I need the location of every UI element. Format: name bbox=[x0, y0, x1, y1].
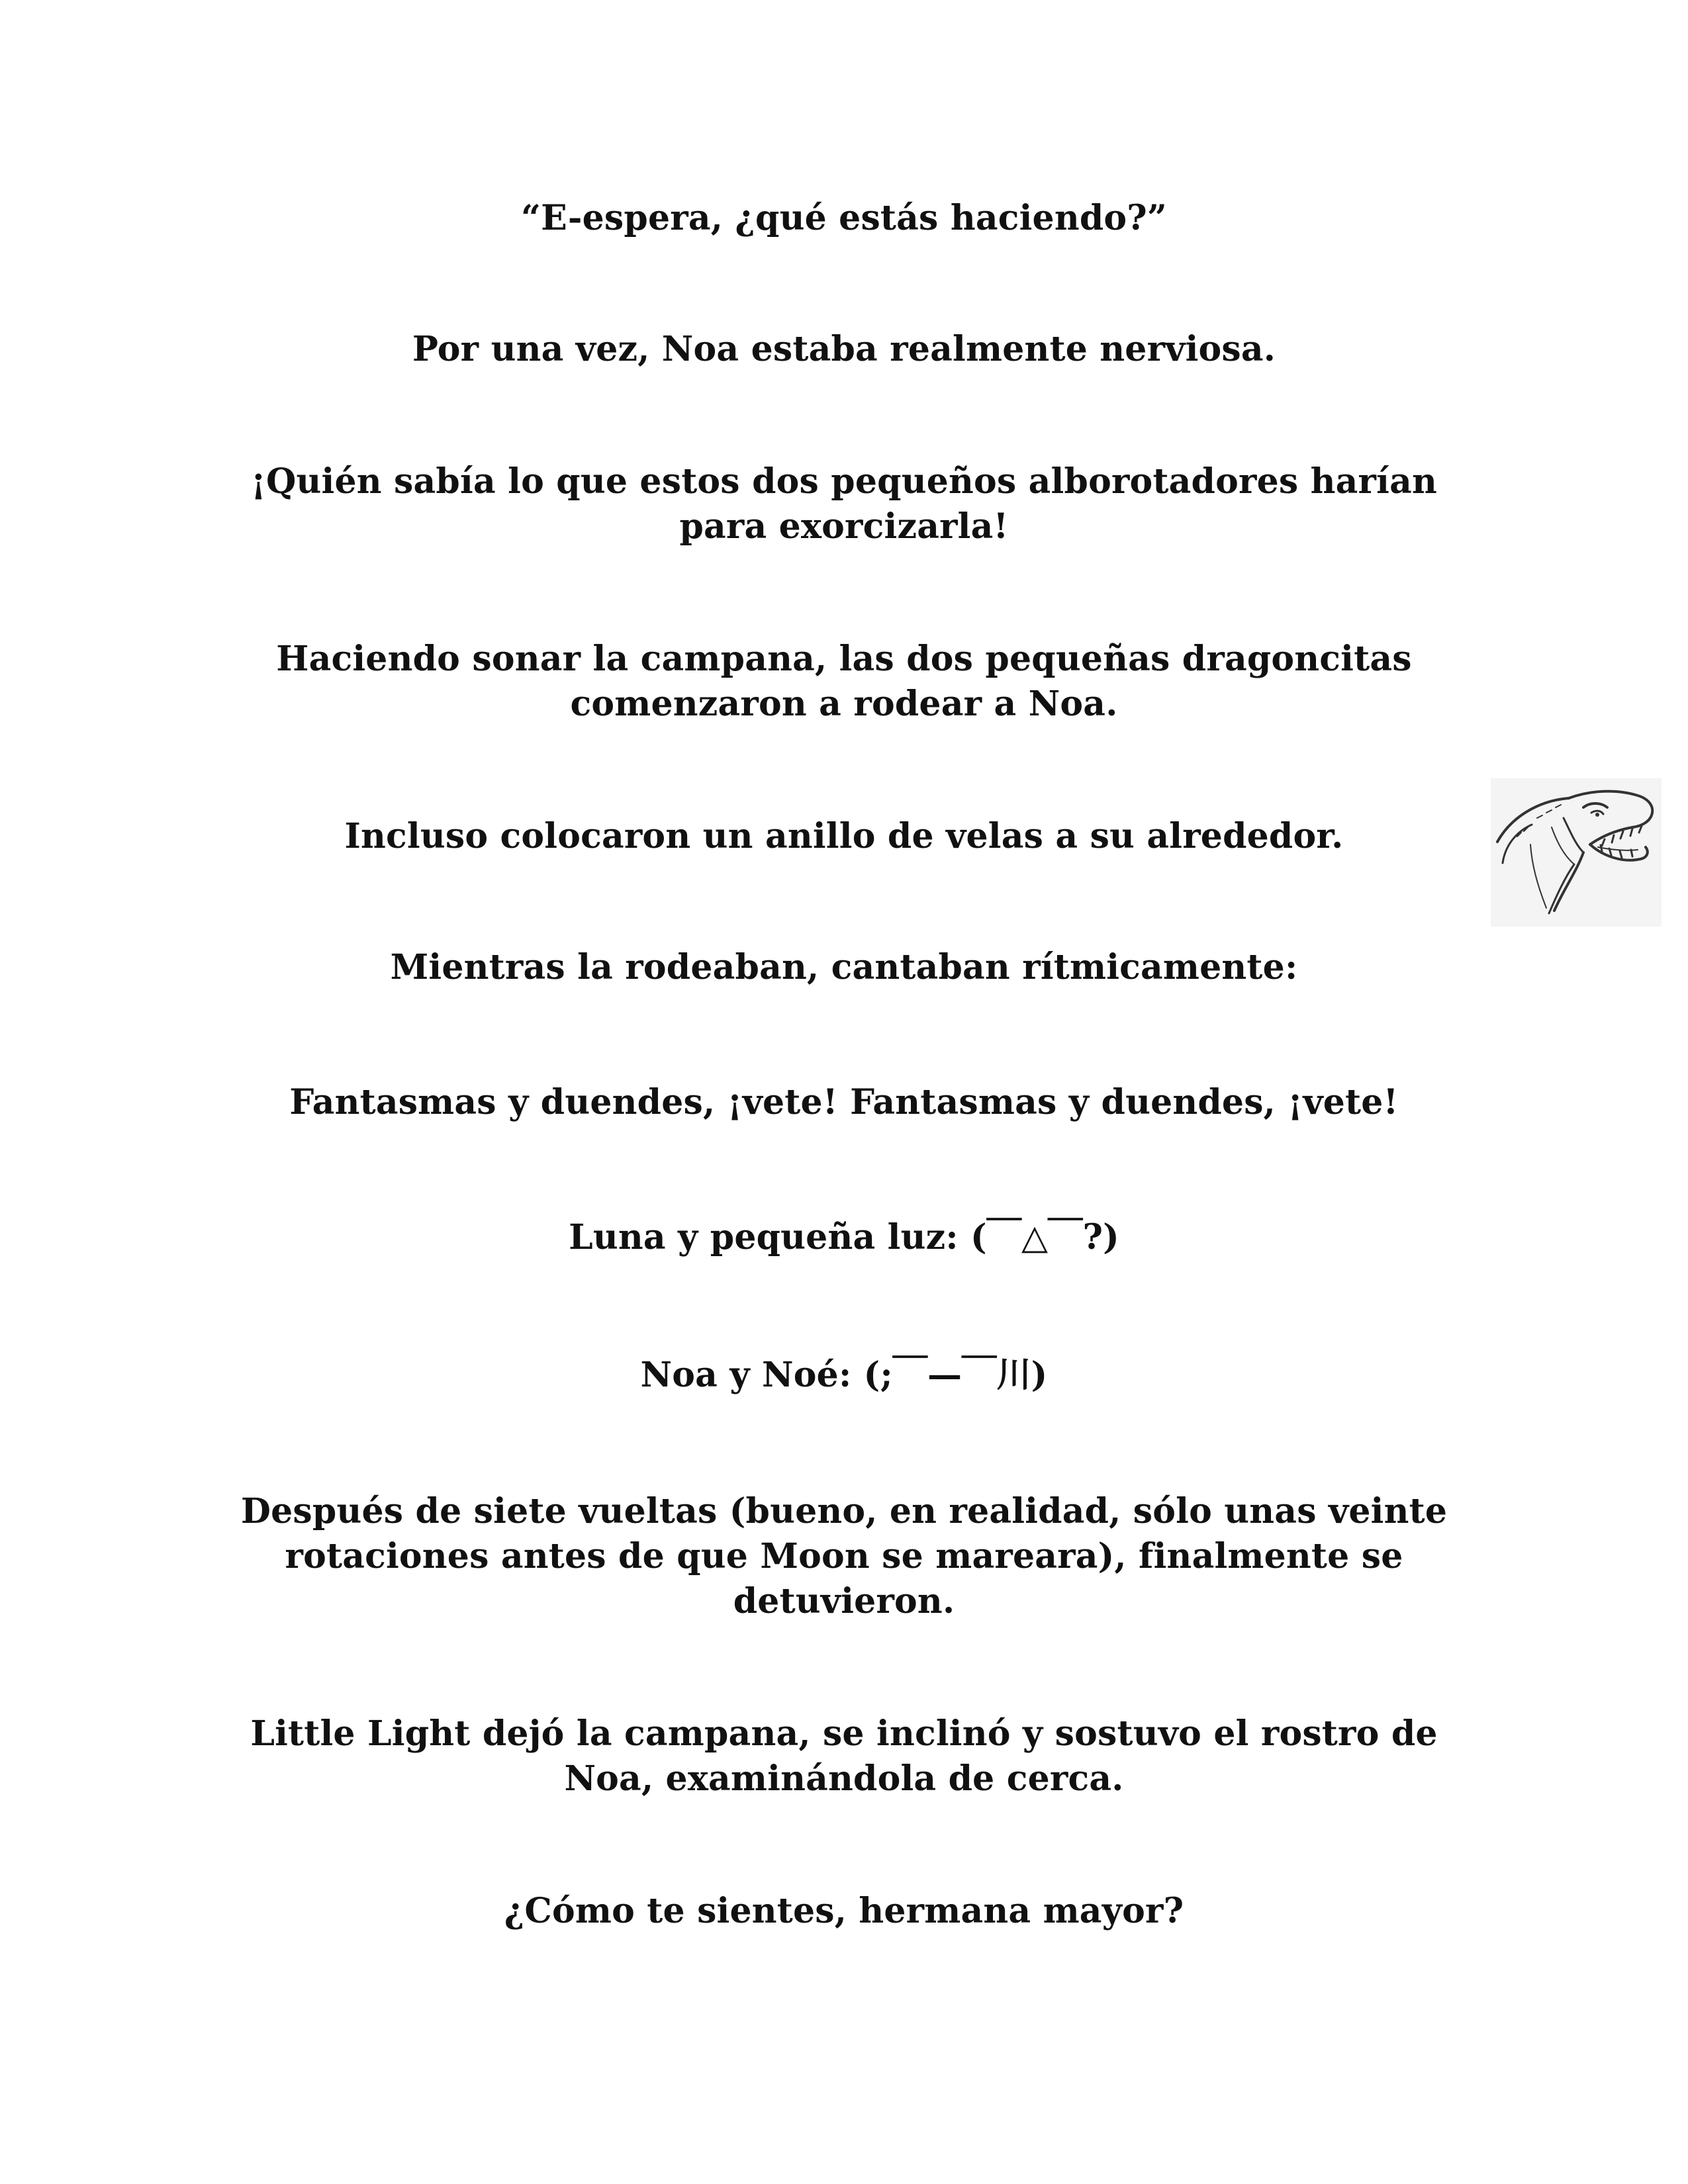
paragraph-8: Luna y pequeña luz: (￣△￣?) bbox=[569, 1217, 1119, 1257]
paragraph-1: “E-espera, ¿qué estás haciendo?” bbox=[520, 198, 1168, 238]
paragraph-3: ¡Quién sabía lo que estos dos pequeños alborotadores harían para exorcizarla! bbox=[250, 461, 1437, 547]
paragraph-10: Después de siete vueltas (bueno, en realidad, sólo unas veinte rotaciones antes de que Moon se mareara), finalmente se detuvieron. bbox=[240, 1491, 1448, 1621]
paragraph-7: Fantasmas y duendes, ¡vete! Fantasmas y duendes, ¡vete! bbox=[289, 1082, 1399, 1122]
paragraph-9: Noa y Noé: (;￣—￣川) bbox=[640, 1355, 1048, 1395]
paragraph-5: Incluso colocaron un anillo de velas a su alrededor. bbox=[344, 816, 1344, 856]
paragraph-6: Mientras la rodeaban, cantaban rítmicamente: bbox=[390, 947, 1298, 987]
paragraph-2: Por una vez, Noa estaba realmente nerviosa. bbox=[412, 329, 1276, 369]
dinosaur-head-sketch-icon bbox=[1491, 778, 1662, 927]
paragraph-12: ¿Cómo te sientes, hermana mayor? bbox=[504, 1891, 1184, 1931]
paragraph-11: Little Light dejó la campana, se inclinó y sostuvo el rostro de Noa, examinándola de cerca. bbox=[250, 1713, 1438, 1799]
paragraph-4: Haciendo sonar la campana, las dos pequeñas dragoncitas comenzaron a rodear a Noa. bbox=[276, 639, 1412, 724]
